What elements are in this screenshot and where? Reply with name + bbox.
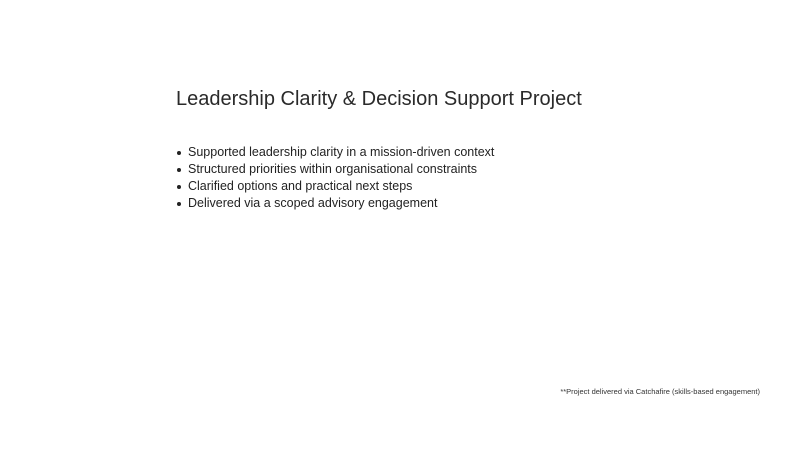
bullet-icon [177, 151, 181, 155]
bullet-icon [177, 168, 181, 172]
bullet-text: Supported leadership clarity in a mission-driven context [188, 145, 495, 159]
bullet-icon [177, 202, 181, 206]
bullet-text: Clarified options and practical next steps [188, 179, 413, 193]
bullet-icon [177, 185, 181, 189]
footnote: **Project delivered via Catchafire (skills-based engagement) [560, 387, 760, 396]
bullet-text: Delivered via a scoped advisory engagement [188, 196, 438, 210]
bullet-list [176, 144, 494, 212]
bullet-item-3 [176, 178, 494, 195]
bullet-item-4 [176, 195, 494, 212]
bullet-item-2 [176, 161, 494, 178]
bullet-text: Structured priorities within organisational constraints [188, 162, 478, 176]
bullet-item-1 [176, 144, 494, 161]
slide-title: Leadership Clarity & Decision Support Project [176, 88, 582, 110]
